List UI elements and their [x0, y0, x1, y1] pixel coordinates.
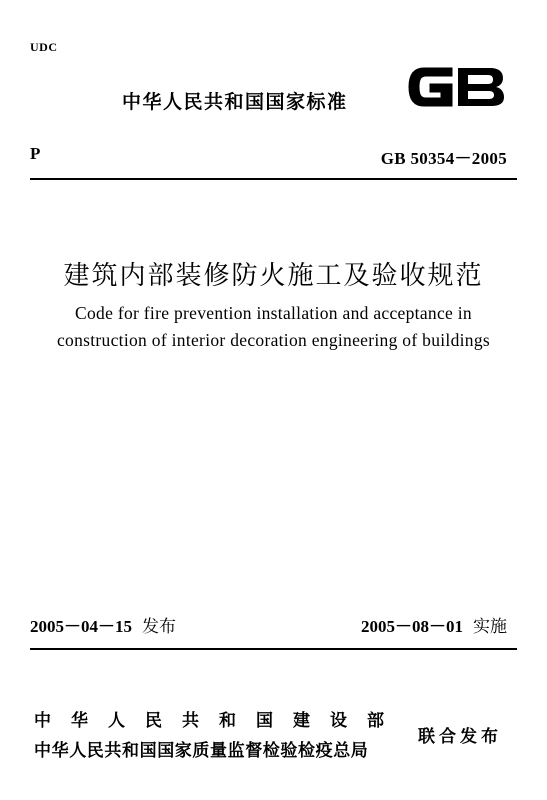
standard-number: GB 50354－2005: [380, 149, 507, 168]
issue-date: 2005－04－15: [30, 617, 132, 636]
gb-logo: [406, 62, 506, 112]
bottom-divider: [30, 648, 517, 650]
publisher-2: 中华人民共和国国家质量监督检验检疫总局: [34, 741, 369, 761]
standard-type-title: 中华人民共和国国家标准: [122, 91, 348, 113]
title-en-line-2: construction of interior decoration engineering of buildings: [56, 330, 491, 350]
implement-date: 2005－08－01: [361, 617, 463, 636]
document-title-en: [0, 300, 547, 354]
classification-code: P: [30, 144, 41, 163]
top-divider: [30, 178, 517, 180]
issue-label: 发布: [142, 617, 176, 637]
document-title-cn: 建筑内部装修防火施工及验收规范: [63, 261, 484, 291]
udc-label: UDC: [30, 40, 58, 54]
implement-label: 实施: [473, 617, 507, 637]
joint-issue-label: 联合发布: [418, 727, 502, 747]
implement-date-block: [361, 612, 507, 637]
publisher-1: 中华人民共和国建设部: [34, 711, 404, 731]
gb-logo-icon: [406, 62, 506, 112]
issue-date-block: [30, 612, 176, 637]
title-en-line-1: Code for fire prevention installation and acceptance in: [75, 303, 472, 323]
